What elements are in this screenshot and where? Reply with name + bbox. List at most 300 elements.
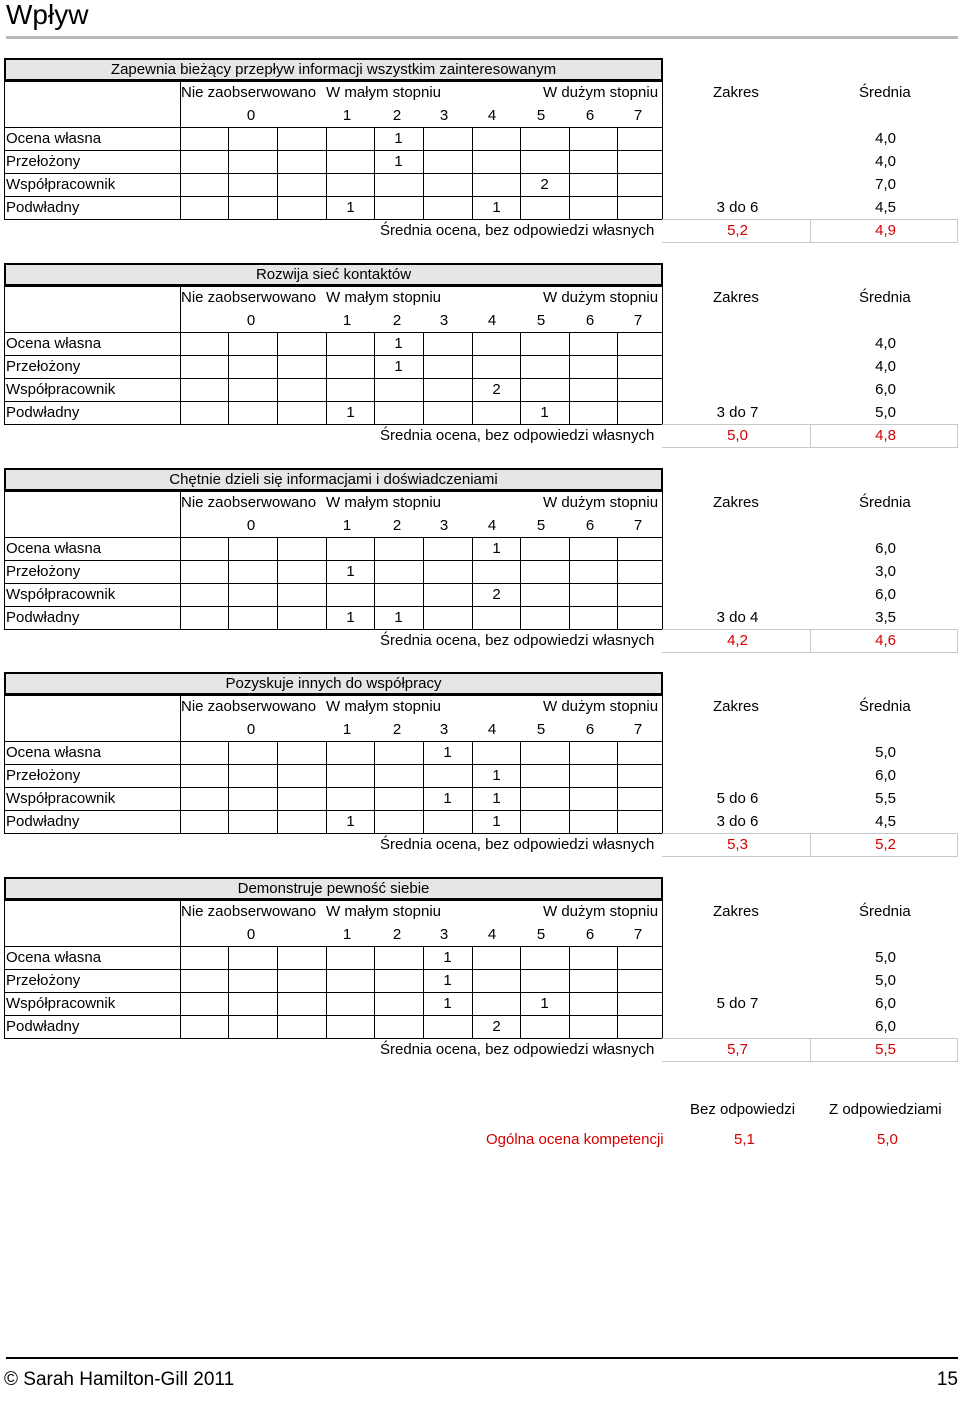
grid-line [326,332,327,424]
grid-line [472,127,473,219]
scale-label: 6 [585,107,595,124]
zakres-value [690,332,785,355]
zakres-value: 5 do 6 [716,790,759,807]
score-cell: 1 [394,358,403,375]
header-srednia: Średnia [859,494,911,511]
row-label: Podwładny [6,199,80,216]
score-cell [520,560,569,583]
zakres-value: 3 do 4 [716,609,759,626]
header-zakres: Zakres [713,494,759,511]
score-cell [228,764,277,787]
scale-label: 3 [439,517,449,534]
score-cell [472,606,521,629]
grid-line [472,332,473,424]
score-cell: 1 [394,130,403,147]
score-cell [326,787,375,810]
scale-label: 6 [585,517,595,534]
score-cell [374,787,423,810]
score-cell [520,150,569,173]
row-label: Przełożony [6,358,81,375]
grid-line [180,127,181,219]
grid-line [228,332,229,424]
row-label: Ocena własna [6,744,102,761]
average-zakres: 5,3 [727,836,748,853]
grid-line [957,1038,958,1061]
grid-line [326,127,327,219]
score-cell [228,560,277,583]
summary-label: Ogólna ocena kompetencji [486,1131,664,1148]
grid-line [374,741,375,833]
scale-label: 1 [342,312,352,329]
score-cell [374,969,423,992]
header-nie: Nie zaobserwowano [181,289,317,306]
row-label: Współpracownik [6,381,116,398]
score-cell: 1 [492,540,501,557]
zakres-value [690,969,785,992]
score-cell [374,946,423,969]
score-cell [374,741,423,764]
header-duzy: W dużym stopniu [543,494,659,511]
grid-line [617,332,618,424]
score-cell: 1 [346,813,355,830]
grid-line [180,900,181,947]
srednia-value: 6,0 [875,540,896,557]
score-cell [520,764,569,787]
score-cell [374,992,423,1015]
score-cell [228,969,277,992]
grid-line [569,127,570,219]
scale-label: 6 [585,721,595,738]
score-cell [326,332,375,355]
scale-label: 0 [246,517,256,534]
competency-title: Pozyskuje innych do współpracy [4,672,663,695]
scale-label: 7 [633,107,643,124]
zakres-value [690,1015,785,1038]
row-label: Przełożony [6,563,81,580]
scale-label: 2 [392,721,402,738]
grid-line [662,652,958,653]
score-cell [423,378,472,401]
competency-block [0,468,960,673]
score-cell: 1 [394,335,403,352]
scale-label: 2 [392,107,402,124]
score-cell [520,196,569,219]
scale-label: 0 [246,107,256,124]
score-cell [423,196,472,219]
header-duzy: W dużym stopniu [543,289,659,306]
score-cell: 1 [492,813,501,830]
row-label: Przełożony [6,767,81,784]
score-cell [520,787,569,810]
grid-line [662,1061,958,1062]
grid-line [4,286,5,333]
score-cell [228,332,277,355]
grid-line [326,537,327,629]
competency-block [0,672,960,877]
score-cell [277,196,326,219]
score-cell [472,127,521,150]
grid-line [277,946,278,1038]
grid-line [617,127,618,219]
row-label: Przełożony [6,153,81,170]
average-srednia: 4,9 [875,222,896,239]
grid-line [662,242,958,243]
row-label: Współpracownik [6,176,116,193]
score-cell [520,969,569,992]
average-label: Średnia ocena, bez odpowiedzi własnych [380,1041,655,1058]
average-zakres: 5,2 [727,222,748,239]
srednia-value: 7,0 [875,176,896,193]
score-cell [423,764,472,787]
grid-line [662,447,958,448]
score-cell [423,150,472,173]
grid-line [326,946,327,1038]
competency-block [0,877,960,1082]
score-cell [228,127,277,150]
grid-line [4,537,5,629]
score-cell [326,992,375,1015]
score-cell [228,196,277,219]
score-cell [472,741,521,764]
row-label: Współpracownik [6,586,116,603]
grid-line [4,491,663,492]
scale-label: 7 [633,926,643,943]
grid-line [569,946,570,1038]
row-label: Współpracownik [6,790,116,807]
footer-rule [6,1357,958,1359]
grid-line [4,81,663,82]
grid-line [180,332,181,424]
scale-label: 5 [536,312,546,329]
score-cell [423,355,472,378]
score-cell: 1 [443,744,452,761]
score-cell [374,810,423,833]
score-cell [472,560,521,583]
score-cell [277,401,326,424]
srednia-value: 4,5 [875,813,896,830]
grid-line [617,537,618,629]
grid-line [180,491,181,538]
scale-label: 2 [392,926,402,943]
scale-label: 4 [487,517,497,534]
score-cell [520,355,569,378]
grid-line [472,946,473,1038]
page-title: Wpływ [6,0,89,30]
grid-line [228,741,229,833]
score-cell: 1 [492,767,501,784]
zakres-value [690,150,785,173]
header-zakres: Zakres [713,289,759,306]
score-cell [277,378,326,401]
scale-label: 1 [342,517,352,534]
score-cell [520,583,569,606]
score-cell [423,606,472,629]
score-cell [277,560,326,583]
header-srednia: Średnia [859,698,911,715]
grid-line [180,537,181,629]
score-cell [326,1015,375,1038]
score-cell [277,787,326,810]
score-cell [228,1015,277,1038]
header-maly: W małym stopniu [326,84,442,101]
row-label: Współpracownik [6,995,116,1012]
score-cell: 2 [492,1018,501,1035]
row-label: Przełożony [6,972,81,989]
score-cell [374,764,423,787]
header-nie: Nie zaobserwowano [181,903,317,920]
header-zakres: Zakres [713,903,759,920]
average-srednia: 5,5 [875,1041,896,1058]
grid-line [520,946,521,1038]
score-cell [423,537,472,560]
zakres-value [690,537,785,560]
zakres-value [690,127,785,150]
scale-label: 6 [585,312,595,329]
grid-line [423,946,424,1038]
scale-label: 0 [246,312,256,329]
score-cell [228,992,277,1015]
average-label: Średnia ocena, bez odpowiedzi własnych [380,632,655,649]
score-cell [423,810,472,833]
grid-line [277,127,278,219]
grid-line [957,833,958,856]
scale-label: 1 [342,721,352,738]
score-cell [472,946,521,969]
score-cell [326,741,375,764]
zakres-value: 3 do 7 [716,404,759,421]
score-cell: 1 [346,199,355,216]
zakres-value [690,946,785,969]
title-rule [6,36,958,39]
header-maly: W małym stopniu [326,494,442,511]
grid-line [810,833,811,856]
header-duzy: W dużym stopniu [543,698,659,715]
score-cell [472,992,521,1015]
score-cell [520,606,569,629]
grid-line [180,741,181,833]
header-zakres: Zakres [713,698,759,715]
row-label: Podwładny [6,813,80,830]
srednia-value: 4,0 [875,153,896,170]
score-cell [277,764,326,787]
scale-label: 5 [536,926,546,943]
scale-label: 3 [439,107,449,124]
row-label: Ocena własna [6,949,102,966]
score-cell [520,810,569,833]
score-cell [520,1015,569,1038]
competency-title: Zapewnia bieżący przepływ informacji wszystkim zainteresowanym [4,58,663,81]
grid-line [569,332,570,424]
score-cell [374,583,423,606]
score-cell [520,946,569,969]
score-cell [423,332,472,355]
score-cell [472,150,521,173]
grid-line [4,946,5,1038]
zakres-value [690,583,785,606]
average-label: Średnia ocena, bez odpowiedzi własnych [380,836,655,853]
row-label: Podwładny [6,1018,80,1035]
grid-line [4,900,5,947]
srednia-value: 5,0 [875,404,896,421]
summary-header-bez: Bez odpowiedzi [690,1101,796,1118]
grid-line [228,537,229,629]
scale-label: 2 [392,517,402,534]
score-cell [228,946,277,969]
score-cell [374,1015,423,1038]
scale-label: 3 [439,312,449,329]
srednia-value: 4,0 [875,335,896,352]
scale-label: 7 [633,721,643,738]
score-cell [277,810,326,833]
scale-label: 0 [246,926,256,943]
score-cell [228,583,277,606]
score-cell [423,1015,472,1038]
score-cell [520,127,569,150]
grid-line [569,741,570,833]
score-cell [228,150,277,173]
srednia-value: 3,5 [875,609,896,626]
score-cell: 1 [540,404,549,421]
score-cell: 1 [443,949,452,966]
zakres-value: 3 do 6 [716,199,759,216]
grid-line [810,219,811,242]
score-cell [277,992,326,1015]
grid-line [617,946,618,1038]
grid-line [423,127,424,219]
score-cell [326,969,375,992]
score-cell [277,969,326,992]
header-nie: Nie zaobserwowano [181,494,317,511]
score-cell [326,946,375,969]
grid-line [374,332,375,424]
score-cell [277,741,326,764]
average-zakres: 4,2 [727,632,748,649]
score-cell [326,355,375,378]
score-cell [326,378,375,401]
row-label: Ocena własna [6,130,102,147]
row-label: Podwładny [6,609,80,626]
score-cell [228,606,277,629]
srednia-value: 6,0 [875,381,896,398]
grid-line [228,127,229,219]
score-cell [277,606,326,629]
average-srednia: 5,2 [875,836,896,853]
grid-line [423,332,424,424]
score-cell [277,355,326,378]
score-cell [228,810,277,833]
score-cell [374,401,423,424]
score-cell: 2 [540,176,549,193]
grid-line [957,629,958,652]
competency-title: Demonstruje pewność siebie [4,877,663,900]
score-cell: 1 [443,995,452,1012]
footer-page-number: 15 [936,1369,958,1390]
score-cell [472,355,521,378]
grid-line [520,741,521,833]
score-cell [472,332,521,355]
score-cell: 1 [540,995,549,1012]
header-srednia: Średnia [859,289,911,306]
grid-line [4,900,663,901]
grid-line [180,286,181,333]
scale-label: 5 [536,721,546,738]
grid-line [180,946,181,1038]
grid-line [662,81,663,128]
srednia-value: 6,0 [875,995,896,1012]
grid-line [957,219,958,242]
zakres-value [690,378,785,401]
score-cell [374,378,423,401]
header-zakres: Zakres [713,84,759,101]
competency-title: Rozwija sieć kontaktów [4,263,663,286]
grid-line [520,537,521,629]
grid-line [569,537,570,629]
score-cell [374,196,423,219]
average-srednia: 4,8 [875,427,896,444]
scale-label: 4 [487,721,497,738]
score-cell [374,560,423,583]
grid-line [662,900,663,947]
score-cell [326,537,375,560]
grid-line [423,537,424,629]
average-zakres: 5,7 [727,1041,748,1058]
grid-line [662,286,663,333]
grid-line [4,695,5,742]
average-label: Średnia ocena, bez odpowiedzi własnych [380,427,655,444]
grid-line [4,491,5,538]
scale-label: 5 [536,107,546,124]
grid-line [520,332,521,424]
score-cell: 1 [346,404,355,421]
grid-line [4,332,5,424]
competency-block [0,58,960,263]
score-cell: 1 [492,199,501,216]
zakres-value: 3 do 6 [716,813,759,830]
row-label: Podwładny [6,404,80,421]
srednia-value: 5,0 [875,744,896,761]
scale-label: 4 [487,926,497,943]
scale-label: 4 [487,312,497,329]
score-cell [228,401,277,424]
header-nie: Nie zaobserwowano [181,84,317,101]
score-cell: 1 [346,563,355,580]
scale-label: 1 [342,926,352,943]
scale-label: 7 [633,517,643,534]
zakres-value [690,355,785,378]
score-cell: 1 [443,972,452,989]
average-label: Średnia ocena, bez odpowiedzi własnych [380,222,655,239]
competency-block [0,263,960,468]
score-cell: 2 [492,586,501,603]
grid-line [277,332,278,424]
score-cell [277,150,326,173]
grid-line [326,741,327,833]
header-maly: W małym stopniu [326,698,442,715]
scale-label: 5 [536,517,546,534]
score-cell [326,127,375,150]
score-cell: 1 [394,609,403,626]
srednia-value: 6,0 [875,586,896,603]
header-maly: W małym stopniu [326,903,442,920]
header-srednia: Średnia [859,903,911,920]
score-cell [423,173,472,196]
score-cell [228,537,277,560]
grid-line [810,424,811,447]
grid-line [374,127,375,219]
zakres-value [690,560,785,583]
srednia-value: 6,0 [875,1018,896,1035]
srednia-value: 4,0 [875,130,896,147]
